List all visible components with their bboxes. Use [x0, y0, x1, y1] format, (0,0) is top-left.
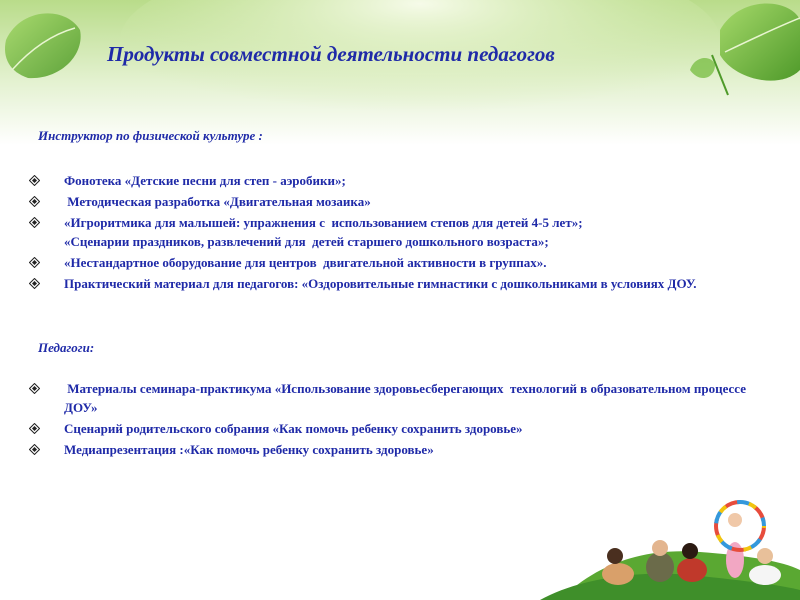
list-item-text: «Сценарии праздников, развлечений для детей старшего дошкольного возраста»; [64, 234, 549, 249]
diamond-bullet-icon [29, 175, 40, 186]
list-item [0, 274, 737, 293]
list-item-text: Практический материал для педагогов: «Оздоровительные гимнастики с дошкольниками в условиях ДОУ. [64, 276, 697, 291]
list-item [0, 419, 800, 438]
list-item [0, 171, 737, 190]
list-item [0, 440, 800, 459]
list-item-text: Сценарий родительского собрания «Как помочь ребенку сохранить здоровье» [64, 421, 523, 436]
list-item-text: Фонотека «Детские песни для степ - аэробики»; [64, 173, 346, 188]
list-item-text: Медиапрезентация :«Как помочь ребенку сохранить здоровье» [64, 442, 434, 457]
teachers-products-list [0, 379, 800, 461]
list-item-text: «Игроритмика для малышей: упражнения с использованием степов для детей 4-5 лет»; [64, 215, 583, 230]
list-item [0, 192, 737, 211]
diamond-bullet-icon [29, 278, 40, 289]
list-item-text: «Нестандартное оборудование для центров двигательной активности в группах». [64, 255, 547, 270]
list-item [0, 213, 737, 251]
family-picture [602, 502, 781, 585]
instructor-products-list [0, 171, 737, 295]
list-item-text: Материалы семинара-практикума «Использование здоровьесберегающих технологий в образовательном процессе ДОУ» [64, 381, 750, 415]
list-item-text: Методическая разработка «Двигательная мозаика» [64, 194, 371, 209]
list-item [0, 379, 800, 417]
teachers-heading: Педагоги: [38, 340, 95, 355]
diamond-bullet-icon [29, 423, 40, 434]
instructor-heading: Инструктор по физической культуре : [38, 128, 263, 143]
diamond-bullet-icon [29, 383, 40, 394]
list-item [0, 253, 737, 272]
diamond-bullet-icon [29, 444, 40, 455]
diamond-bullet-icon [29, 217, 40, 228]
diamond-bullet-icon [29, 257, 40, 268]
slide-title: Продукты совместной деятельности педагогов [107, 42, 555, 66]
diamond-bullet-icon [29, 196, 40, 207]
